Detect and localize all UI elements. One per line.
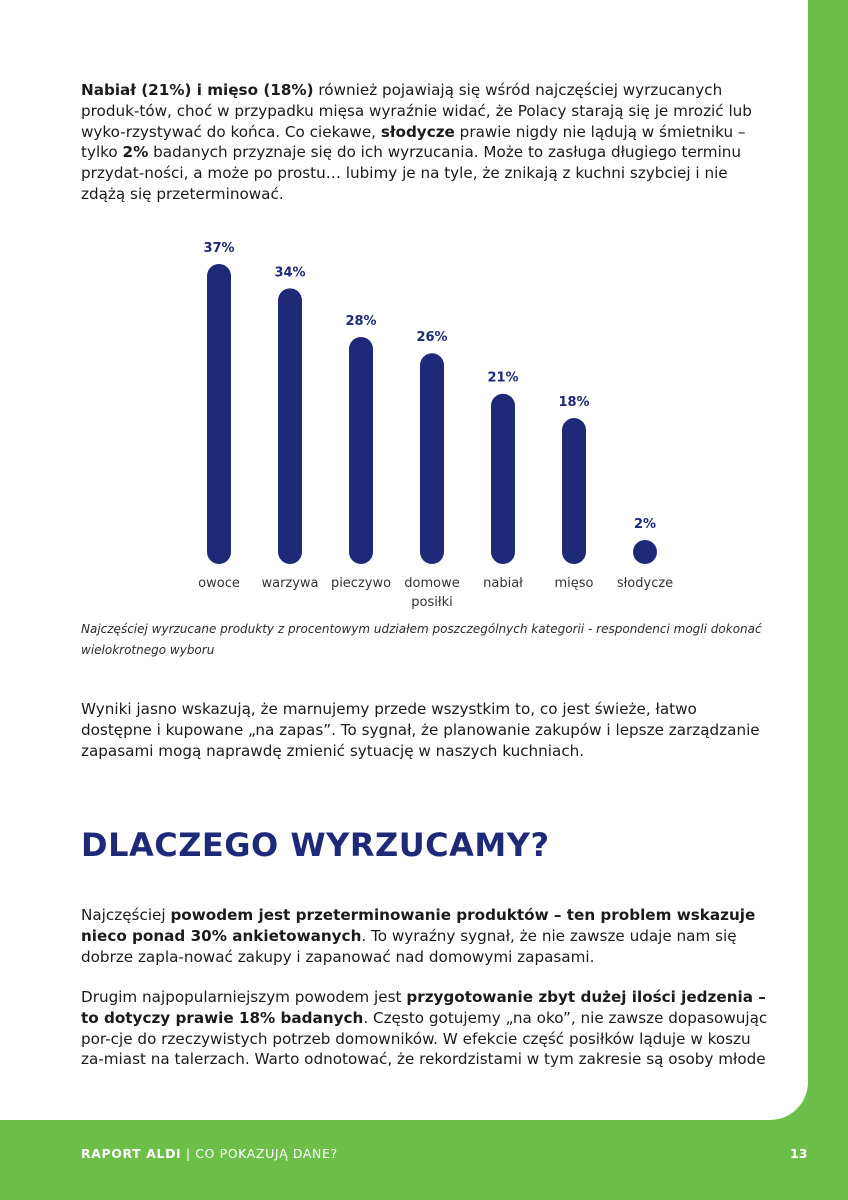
bar-value-label-2: 34% — [274, 265, 306, 281]
bar-6 — [562, 418, 586, 564]
bar-value-label-5: 21% — [487, 370, 519, 386]
bar-value-label-7: 2% — [633, 517, 657, 532]
bar-value-label-6: 18% — [558, 395, 590, 411]
category-label-5: nabiał — [483, 576, 523, 591]
reason-paragraph-2 — [81, 987, 771, 1070]
reason1-bold: powodem jest przeterminowanie produktów – ten problem wskazuje nieco ponad 30% ankietowanych — [81, 906, 756, 945]
category-label-4: domowe posiłki — [404, 576, 460, 610]
intro-bold-2: słodycze — [380, 122, 455, 141]
bar-value-label-3: 28% — [345, 313, 377, 329]
bar-chart — [0, 0, 808, 620]
bar-value-label-1: 37% — [203, 241, 235, 256]
category-label-1: owoce — [198, 576, 240, 591]
intro-text-1: również pojawiają się wśród najczęściej wyrzucanych produk-tów, choć w przypadku mięsa wyraźnie widać, że Polacy starają się je mrozić lub wyko-rzystywać do końca. Co ciekawe, — [81, 81, 752, 141]
reason2-bold: przygotowanie zbyt dużej ilości jedzenia – to dotyczy prawie 18% badanych — [81, 988, 766, 1027]
reason1-text-b: . To wyraźny sygnał, że nie zawsze udaje nam się dobrze zapla-nować zakupy i zapanować nad domowymi zapasami. — [81, 926, 737, 966]
intro-bold-3: 2% — [122, 143, 149, 162]
bar-2 — [278, 288, 302, 564]
category-label-7: słodycze — [616, 576, 674, 591]
intro-text-2: prawie nigdy nie lądują w śmietniku – tylko — [81, 122, 746, 162]
category-label-6: mięso — [554, 576, 594, 591]
category-label-3: pieczywo — [330, 576, 392, 591]
footer-brand: RAPORT ALDI — [81, 1146, 182, 1161]
footer-section: CO POKAZUJĄ DANE? — [195, 1146, 338, 1161]
intro-bold-1: Nabiał (21%) i mięso (18%) — [81, 81, 314, 99]
chart-caption: Najczęściej wyrzucane produkty z procentowym udziałem poszczególnych kategorii - respondenci mogli dokonać wielokrotnego wyboru — [81, 622, 762, 657]
bar-7 — [633, 540, 657, 564]
reason2-text-a: Drugim najpopularniejszym powodem jest — [81, 988, 407, 1006]
reason2-text-b: . Często gotujemy „na oko”, nie zawsze dopasowując por-cje do rzeczywistych potrzeb domowników. W efekcie część posiłków ląduje w koszu za-miast na talerzach. Warto odnotować, że rekordzistami w tym zakresie są osoby młode — [81, 1008, 768, 1069]
reason-paragraph-1 — [81, 905, 771, 967]
bar-5 — [491, 394, 515, 564]
page-number: 13 — [790, 1146, 808, 1161]
footer-title — [81, 1146, 338, 1161]
intro-text-3: badanych przyznaje się do ich wyrzucania. Może to zasługa długiego terminu przydat-ności, a może po prostu… lubimy je na tyle, że znikają z kuchni szybciej i nie zdążą się przeterminować. — [81, 143, 742, 203]
bar-value-label-4: 26% — [416, 330, 448, 346]
bar-4 — [420, 353, 444, 564]
reason1-text-a: Najczęściej — [81, 906, 171, 924]
section-heading: DLACZEGO WYRZUCAMY? — [81, 826, 550, 864]
category-label-2: warzywa — [261, 576, 319, 591]
bar-3 — [349, 337, 373, 564]
bar-1 — [207, 264, 231, 564]
footer-separator: | — [181, 1146, 196, 1161]
results-paragraph: Wyniki jasno wskazują, że marnujemy przede wszystkim to, co jest świeże, łatwo dostępne i kupowane „na zapas”. To sygnał, że planowanie zakupów i lepsze zarządzanie zapasami mogą naprawdę zmienić sytuację w naszych kuchniach. — [81, 700, 760, 760]
